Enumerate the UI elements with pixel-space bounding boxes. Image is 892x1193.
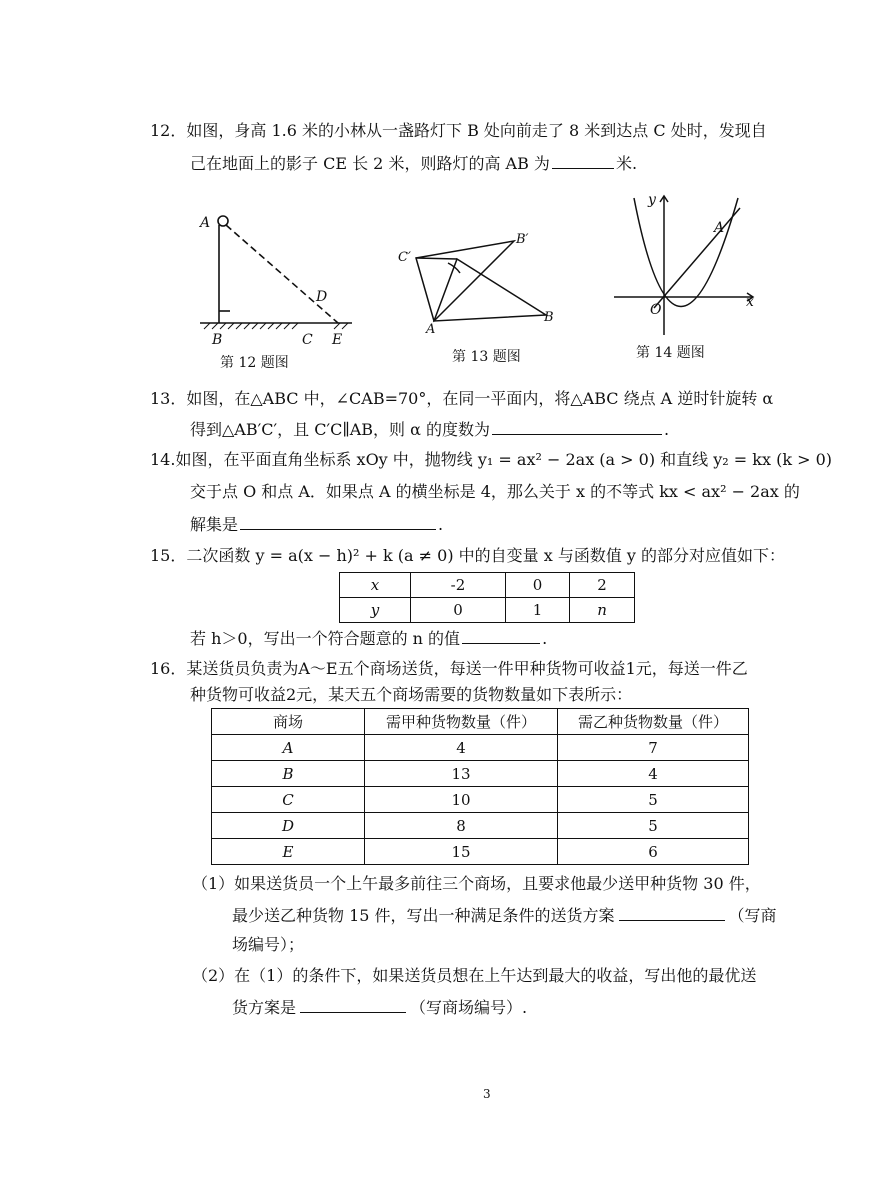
q16-cell: 6 <box>558 839 749 865</box>
q15-value-table <box>339 572 635 623</box>
label-y: y <box>648 192 656 208</box>
q14-text-3b: . <box>438 515 444 534</box>
figure-13 <box>390 225 570 335</box>
q12-text-2a: 己在地面上的影子 CE 长 2 米，则路灯的高 AB 为 <box>190 154 550 173</box>
q16-cell: A <box>212 735 365 761</box>
shadow-ray <box>226 225 338 323</box>
q16-line1 <box>150 658 748 680</box>
q13-text-2b: . <box>664 420 670 439</box>
q14-line3 <box>190 513 443 536</box>
table-row <box>212 735 749 761</box>
q13-answer-blank[interactable] <box>492 418 662 435</box>
q16-part1-line1 <box>192 873 761 895</box>
label-x: x <box>746 294 754 310</box>
q16-part2-line2 <box>232 996 527 1019</box>
q15-cell: x <box>340 573 411 598</box>
q16-cell: D <box>212 813 365 839</box>
q14-text-3a: 解集是 <box>190 515 239 534</box>
table-row <box>212 761 749 787</box>
q15-row-y <box>340 598 635 623</box>
q16-cell: 10 <box>365 787 558 813</box>
q16-header-mall: 商场 <box>212 709 365 735</box>
q14-line1 <box>150 449 832 471</box>
parabola-curve <box>634 198 738 307</box>
q16-p1-text-3: 场编号）； <box>232 935 305 954</box>
q12-number: 12． <box>150 121 187 140</box>
q13-text-2a: 得到△AB′C′，且 C′C∥AB，则 α 的度数为 <box>190 420 491 439</box>
q16-p1-text-2b: （写商 <box>728 906 777 925</box>
q16-cell: 13 <box>365 761 558 787</box>
q16-p1-answer-blank[interactable] <box>619 904 725 921</box>
q15-line2 <box>190 627 547 650</box>
q16-cell: B <box>212 761 365 787</box>
label-Cprime: C′ <box>398 250 411 265</box>
q12-text-1: 如图，身高 1.6 米的小林从一盏路灯下 B 处向前走了 8 米到达点 C 处时，发现自 <box>186 121 767 140</box>
q12-text-2b: 米. <box>615 154 638 173</box>
q12-line1 <box>150 120 767 142</box>
q15-cell: 0 <box>411 598 506 623</box>
table-row <box>212 839 749 865</box>
q16-p2-text-1: （2）在（1）的条件下，如果送货员想在上午达到最大的收益，写出他的最优送 <box>192 966 757 985</box>
q16-text-2: 种货物可收益2元，某天五个商场需要的货物数量如下表所示： <box>190 685 633 704</box>
label-A: A <box>200 215 211 231</box>
fig12-caption: 第 12 题图 <box>220 355 289 371</box>
q16-p2-text-2a: 货方案是 <box>232 998 297 1017</box>
q16-cell: 15 <box>365 839 558 865</box>
q16-cell: 5 <box>558 787 749 813</box>
q15-text-2b: . <box>542 629 548 648</box>
q16-p2-answer-blank[interactable] <box>300 996 406 1013</box>
table-row <box>212 813 749 839</box>
q16-number: 16． <box>150 659 187 678</box>
q16-part1-line2 <box>232 904 777 927</box>
q15-answer-blank[interactable] <box>462 627 540 644</box>
ground-hatching <box>204 323 348 329</box>
q15-cell: -2 <box>411 573 506 598</box>
q16-header-row <box>212 709 749 735</box>
q16-cell: 8 <box>365 813 558 839</box>
fig14-caption: 第 14 题图 <box>636 345 705 361</box>
figure-14 <box>608 190 768 340</box>
q15-cell: n <box>570 598 635 623</box>
q15-text-1: 二次函数 y = a(x − h)² + k (a ≠ 0) 中的自变量 x 与函数值 y 的部分对应值如下： <box>186 546 786 565</box>
line-y2 <box>654 208 740 308</box>
label-A14: A <box>714 220 725 236</box>
q14-answer-blank[interactable] <box>240 513 436 530</box>
label-B13: B <box>544 310 554 325</box>
q16-cell: 4 <box>365 735 558 761</box>
q15-number: 15． <box>150 546 187 565</box>
q15-row-x <box>340 573 635 598</box>
fig13-caption: 第 13 题图 <box>452 349 521 365</box>
label-O: O <box>650 302 662 318</box>
q15-text-2a: 若 h＞0，写出一个符合题意的 n 的值 <box>190 629 461 648</box>
q16-line2 <box>190 684 632 706</box>
label-E: E <box>332 332 343 345</box>
q14-number: 14. <box>150 450 176 469</box>
q15-cell: 0 <box>505 573 569 598</box>
figure-12 <box>190 205 365 345</box>
q15-cell: 1 <box>505 598 569 623</box>
q16-part2-line1 <box>192 965 756 987</box>
q14-line2 <box>190 481 800 503</box>
q16-cell: E <box>212 839 365 865</box>
page-number: 3 <box>483 1087 491 1101</box>
label-A13: A <box>426 322 436 335</box>
q14-text-1: 如图，在平面直角坐标系 xOy 中，抛物线 y₁ = ax² − 2ax (a > 0) 和直线 y₂ = kx (k > 0) <box>175 450 833 469</box>
segment-CprimeC <box>416 258 457 259</box>
triangle-ABprimeCprime <box>416 241 514 321</box>
q15-cell: y <box>340 598 411 623</box>
q16-header-jia: 需甲种货物数量（件） <box>365 709 558 735</box>
q12-answer-blank[interactable] <box>552 152 614 169</box>
q13-text-1: 如图，在△ABC 中，∠CAB=70°，在同一平面内，将△ABC 绕点 A 逆时针旋转 α <box>186 389 774 408</box>
q15-cell: 2 <box>570 573 635 598</box>
q16-cell: 5 <box>558 813 749 839</box>
q16-text-1: 某送货员负责为A～E五个商场送货，每送一件甲种货物可收益1元，每送一件乙 <box>186 659 748 678</box>
q16-p1-text-1: （1）如果送货员一个上午最多前往三个商场，且要求他最少送甲种货物 30 件， <box>192 874 761 893</box>
triangle-ABC <box>434 259 546 321</box>
label-B: B <box>212 332 223 345</box>
q13-line2 <box>190 418 669 441</box>
q16-goods-table <box>211 708 749 865</box>
table-row <box>212 787 749 813</box>
label-C: C <box>302 332 313 345</box>
q14-text-2: 交于点 O 和点 A．如果点 A 的横坐标是 4，那么关于 x 的不等式 kx < ax² − 2ax 的 <box>190 482 800 501</box>
q16-cell: 7 <box>558 735 749 761</box>
q15-line1 <box>150 545 785 567</box>
label-Bprime: B′ <box>516 232 529 247</box>
label-D: D <box>316 289 328 305</box>
q16-p1-text-2a: 最少送乙种货物 15 件，写出一种满足条件的送货方案 <box>232 906 615 925</box>
q16-part1-line3 <box>232 934 304 956</box>
q13-number: 13． <box>150 389 187 408</box>
q16-cell: 4 <box>558 761 749 787</box>
q12-line2 <box>190 152 637 175</box>
q16-cell: C <box>212 787 365 813</box>
q16-p2-text-2b: （写商场编号）. <box>410 998 528 1017</box>
q16-header-yi: 需乙种货物数量（件） <box>558 709 749 735</box>
q13-line1 <box>150 388 773 410</box>
